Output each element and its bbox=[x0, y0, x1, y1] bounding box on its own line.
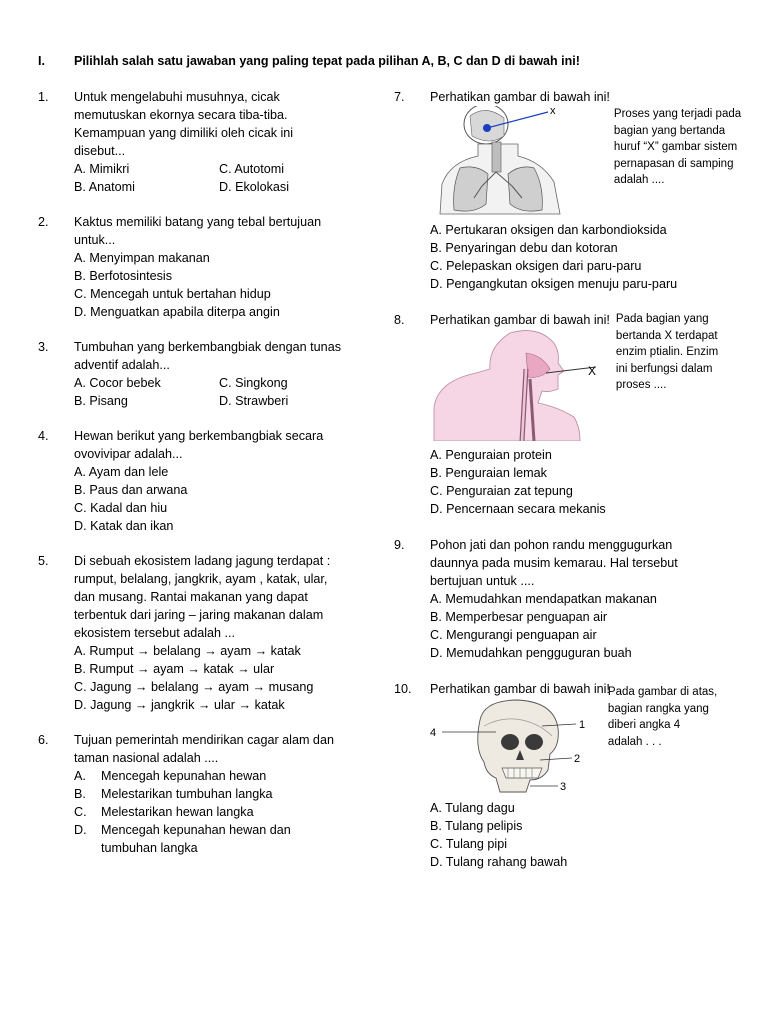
question-figure-row bbox=[430, 88, 744, 221]
answer-options bbox=[430, 221, 744, 293]
option-d[interactable] bbox=[74, 821, 383, 857]
question-10 bbox=[394, 680, 744, 871]
option-a[interactable]: A. Pertukaran oksigen dan karbondioksida bbox=[430, 223, 667, 237]
option-c[interactable] bbox=[74, 803, 383, 821]
question-text: Kaktus memiliki batang yang tebal bertujuan untuk... bbox=[74, 215, 322, 247]
answer-options bbox=[74, 160, 383, 196]
question-text: Hewan berikut yang berkembangbiak secara ovovivipar adalah... bbox=[74, 429, 324, 461]
option-a[interactable]: A. Memudahkan mendapatkan makanan bbox=[430, 592, 657, 606]
option-b[interactable]: B. Berfotosintesis bbox=[74, 269, 172, 283]
option-a[interactable]: A. Cocor bebek bbox=[74, 376, 161, 390]
option-letter: C. bbox=[74, 805, 87, 819]
question-number: 3. bbox=[38, 340, 49, 354]
option-a[interactable]: A. Mimikri bbox=[74, 162, 130, 176]
option-c[interactable]: C. Pelepaskan oksigen dari paru-paru bbox=[430, 259, 642, 273]
question-text: Perhatikan gambar di bawah ini! bbox=[430, 313, 610, 327]
option-b[interactable]: B. Rumput → ayam → katak → ular bbox=[74, 662, 275, 676]
question-9 bbox=[394, 536, 744, 662]
answer-options bbox=[74, 767, 383, 857]
figure-label-4: 4 bbox=[430, 727, 437, 739]
option-a[interactable]: A. Tulang dagu bbox=[430, 801, 515, 815]
question-1 bbox=[38, 88, 383, 196]
question-6 bbox=[38, 731, 383, 857]
option-a[interactable]: A. Penguraian protein bbox=[430, 448, 552, 462]
answer-options bbox=[430, 446, 744, 518]
option-text: Melestarikan hewan langka bbox=[101, 805, 254, 819]
option-d[interactable]: D. Pencernaan secara mekanis bbox=[430, 502, 606, 516]
question-number: 8. bbox=[394, 313, 405, 327]
left-column bbox=[38, 88, 383, 857]
section-instruction: Pilihlah salah satu jawaban yang paling tepat pada pilihan A, B, C dan D di bawah ini! bbox=[74, 54, 580, 68]
answer-options bbox=[430, 590, 744, 662]
question-4 bbox=[38, 427, 383, 535]
option-letter: B. bbox=[74, 787, 86, 801]
question-text: Perhatikan gambar di bawah ini! bbox=[430, 90, 610, 104]
question-figure-row bbox=[430, 311, 744, 446]
option-c[interactable]: C. Jagung → belalang → ayam → musang bbox=[74, 680, 314, 694]
option-d[interactable]: D. Jagung → jangkrik → ular → katak bbox=[74, 698, 285, 712]
respiratory-system-illustration bbox=[430, 106, 570, 216]
option-a[interactable] bbox=[74, 767, 383, 785]
option-d[interactable]: D. Ekolokasi bbox=[219, 180, 289, 194]
question-number: 6. bbox=[38, 733, 49, 747]
digestive-head-illustration bbox=[430, 329, 605, 441]
question-text: Pohon jati dan pohon randu menggugurkan daunnya pada musim kemarau. Hal tersebut bertujuan untuk .... bbox=[430, 538, 678, 588]
figure-label-2: 2 bbox=[574, 753, 581, 765]
answer-options bbox=[74, 249, 383, 321]
question-8 bbox=[394, 311, 744, 518]
option-a[interactable]: A. Ayam dan lele bbox=[74, 465, 169, 479]
option-b[interactable]: B. Penyaringan debu dan kotoran bbox=[430, 241, 618, 255]
question-number: 1. bbox=[38, 90, 49, 104]
answer-options bbox=[74, 642, 383, 714]
question-figure-row bbox=[430, 680, 744, 799]
option-d[interactable]: D. Pengangkutan oksigen menuju paru-paru bbox=[430, 277, 678, 291]
option-c[interactable]: C. Mencegah untuk bertahan hidup bbox=[74, 287, 271, 301]
option-d[interactable]: D. Memudahkan pengguguran buah bbox=[430, 646, 632, 660]
option-text: Mencegah kepunahan hewan dan tumbuhan langka bbox=[101, 823, 291, 855]
option-c[interactable]: C. Autotomi bbox=[219, 162, 285, 176]
option-c[interactable]: C. Penguraian zat tepung bbox=[430, 484, 573, 498]
answer-options bbox=[74, 463, 383, 535]
figure-caption: Pada gambar di atas, bagian rangka yang diberi angka 4 adalah . . . bbox=[607, 686, 718, 748]
answer-options bbox=[74, 374, 383, 410]
question-text: Di sebuah ekosistem ladang jagung terdapat : rumput, belalang, jangkrik, ayam , katak, ular, dan musang. Rantai makanan yang dapat terbentuk dari jaring – jaring makanan dalam ekosistem tersebut adalah ... bbox=[74, 554, 331, 640]
question-7 bbox=[394, 88, 744, 293]
section-number: I. bbox=[38, 54, 45, 68]
figure-label-3: 3 bbox=[560, 781, 567, 793]
question-text: Perhatikan gambar di bawah ini! bbox=[430, 682, 610, 696]
option-c[interactable]: C. Singkong bbox=[219, 376, 288, 390]
option-d[interactable]: D. Menguatkan apabila diterpa angin bbox=[74, 305, 280, 319]
answer-options bbox=[430, 799, 744, 871]
question-5 bbox=[38, 552, 383, 714]
option-c[interactable]: C. Mengurangi penguapan air bbox=[430, 628, 597, 642]
option-b[interactable] bbox=[74, 785, 383, 803]
question-number: 5. bbox=[38, 554, 49, 568]
figure-label-1: 1 bbox=[579, 719, 586, 731]
option-b[interactable]: B. Pisang bbox=[74, 394, 128, 408]
option-b[interactable]: B. Penguraian lemak bbox=[430, 466, 547, 480]
figure-caption: Proses yang terjadi pada bagian yang bertanda huruf “X” gambar sistem pernapasan di samping adalah .... bbox=[613, 108, 742, 186]
figure-label-x: X bbox=[588, 364, 597, 378]
question-2 bbox=[38, 213, 383, 321]
option-d[interactable]: D. Tulang rahang bawah bbox=[430, 855, 568, 869]
option-d[interactable]: D. Katak dan ikan bbox=[74, 519, 174, 533]
question-number: 9. bbox=[394, 538, 405, 552]
question-text: Tumbuhan yang berkembangbiak dengan tunas adventif adalah... bbox=[74, 340, 341, 372]
option-b[interactable]: B. Tulang pelipis bbox=[430, 819, 523, 833]
option-a[interactable]: A. Menyimpan makanan bbox=[74, 251, 210, 265]
option-text: Mencegah kepunahan hewan bbox=[101, 769, 267, 783]
question-number: 7. bbox=[394, 90, 405, 104]
right-column bbox=[394, 88, 744, 871]
question-number: 2. bbox=[38, 215, 49, 229]
figure-caption: Pada bagian yang bertanda X terdapat enzim ptialin. Enzim ini berfungsi dalam proses .... bbox=[615, 313, 719, 391]
option-b[interactable]: B. Paus dan arwana bbox=[74, 483, 188, 497]
option-a[interactable]: A. Rumput → belalang → ayam → katak bbox=[74, 644, 301, 658]
option-c[interactable]: C. Kadal dan hiu bbox=[74, 501, 168, 515]
option-b[interactable]: B. Memperbesar penguapan air bbox=[430, 610, 608, 624]
question-text: Tujuan pemerintah mendirikan cagar alam dan taman nasional adalah .... bbox=[74, 733, 334, 765]
option-c[interactable]: C. Tulang pipi bbox=[430, 837, 508, 851]
question-number: 4. bbox=[38, 429, 49, 443]
option-letter: D. bbox=[74, 823, 87, 837]
option-d[interactable]: D. Strawberi bbox=[219, 394, 289, 408]
option-text: Melestarikan tumbuhan langka bbox=[101, 787, 273, 801]
question-number: 10. bbox=[394, 682, 412, 696]
option-letter: A. bbox=[74, 769, 86, 783]
skull-illustration bbox=[430, 698, 605, 794]
section-header bbox=[38, 54, 580, 68]
figure-label-x: x bbox=[550, 106, 556, 117]
question-3 bbox=[38, 338, 383, 410]
option-b[interactable]: B. Anatomi bbox=[74, 180, 135, 194]
question-text: Untuk mengelabuhi musuhnya, cicak memutuskan ekornya secara tiba-tiba. Kemampuan yang dimiliki oleh cicak ini disebut... bbox=[74, 90, 294, 158]
